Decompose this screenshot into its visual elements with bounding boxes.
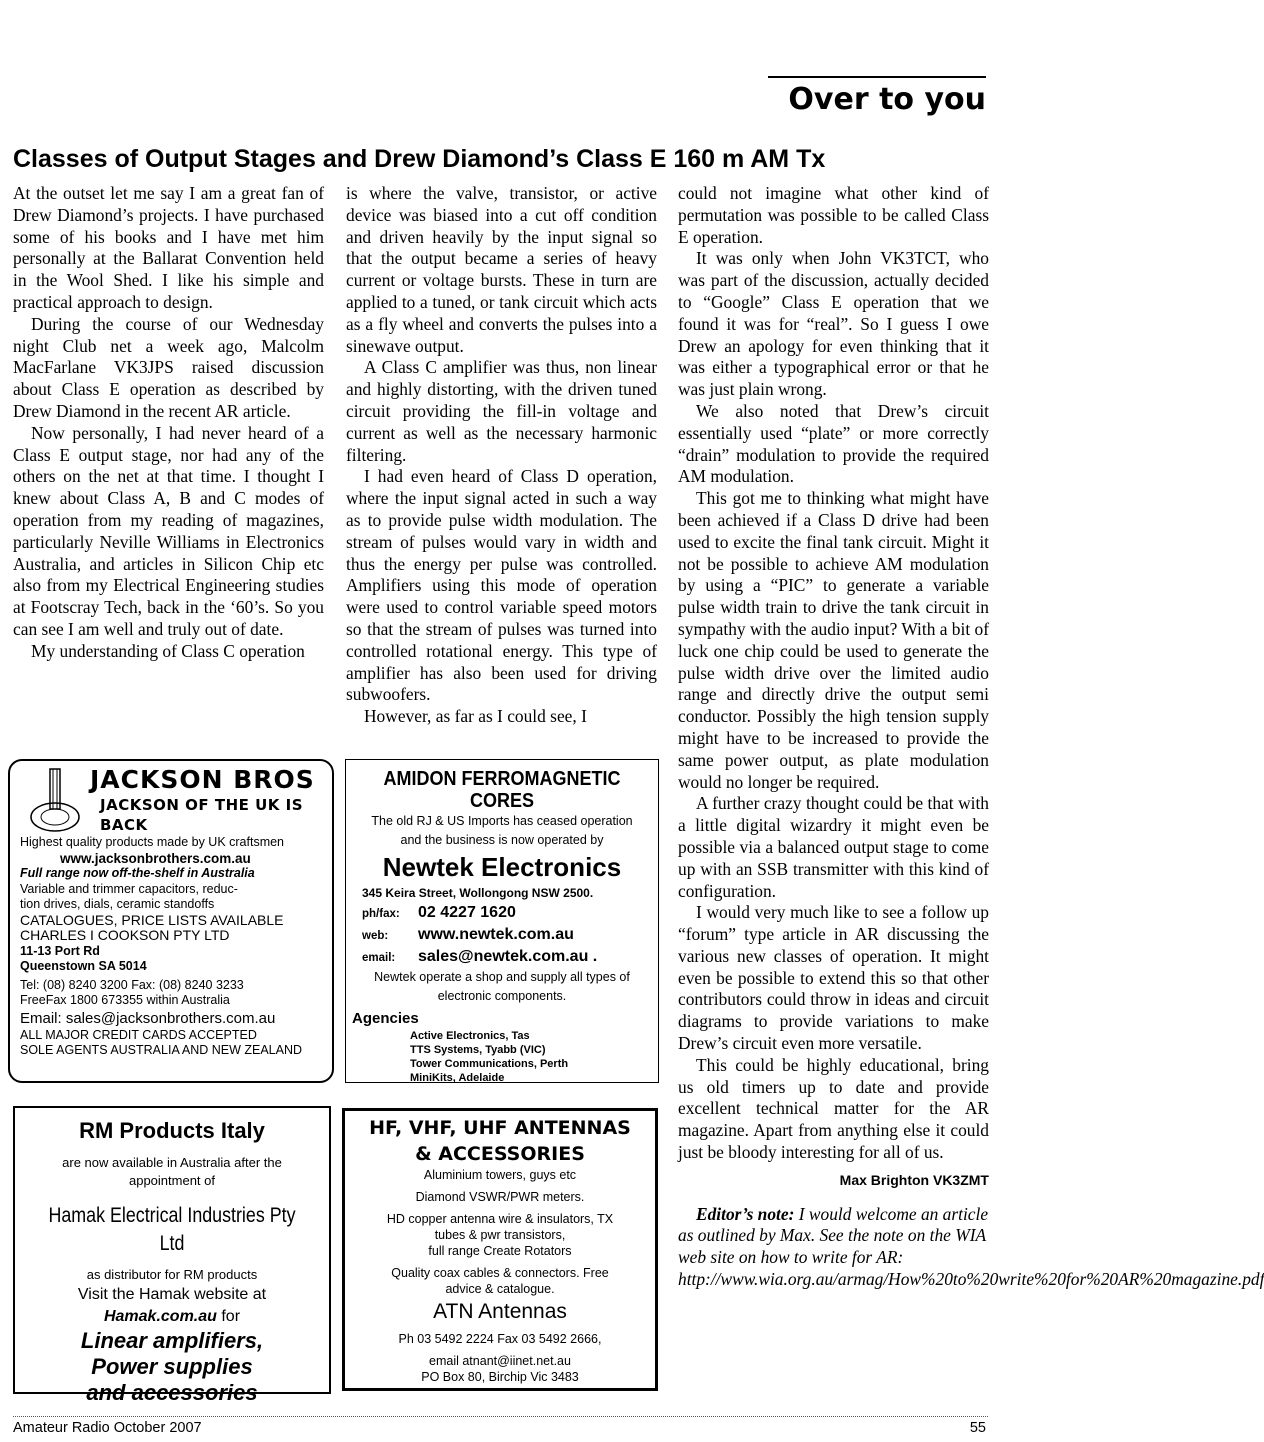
editor-note-label: Editor’s note: (696, 1203, 795, 1224)
ad-agency: TTS Systems, Tyabb (VIC) (410, 1044, 546, 1056)
ad-line: Newtek operate a shop and supply all types of (374, 970, 630, 984)
ad-line: Aluminium towers, guys etc (423, 1168, 577, 1182)
paragraph: I would very much like to see a follow up “forum” type article in AR discussing the various new classes of operation. It might even be possible to extend this so that other contributors could throw in ideas and circuit diagrams to provide variations to make Drew’s circuit even more versatile. (678, 902, 989, 1054)
paragraph: We also noted that Drew’s circuit essentially used “plate” or more correctly “drain” modulation to provide the required AM modulation. (678, 400, 989, 487)
ad-line: electronic components. (437, 989, 567, 1003)
ad-atn-antennas (342, 1108, 658, 1391)
paragraph: A further crazy thought could be that with a little digital wizardry it might even be possible via a balanced output stage to come up with an SSB transmitter with this kind of configuration. (678, 793, 989, 901)
ad-agency: Active Electronics, Tas (410, 1030, 530, 1042)
paragraph: This could be highly educational, bring us old timers up to date and provide excellent technical matter for the AR magazine. Apart from anything else it could just be bloody interesting for all of us. (678, 1054, 989, 1163)
ad-line: and the business is now operated by (400, 833, 604, 847)
ad-line: CATALOGUES, PRICE LISTS AVAILABLE (20, 911, 284, 928)
ad-website-link[interactable]: www.newtek.com.au (418, 926, 574, 943)
ad-line: appointment of (128, 1173, 215, 1188)
ad-line: as distributor for RM products (86, 1267, 258, 1282)
ad-phone: 02 4227 1620 (418, 904, 516, 921)
ad-line: Tel: (08) 8240 3200 Fax: (08) 8240 3233 (20, 977, 244, 992)
ad-company-name: Newtek Electronics (382, 852, 622, 882)
ad-brand-name: JACKSON BROS (90, 765, 315, 794)
article-column-1 (13, 183, 324, 663)
ad-line: Queenstown SA 5014 (20, 959, 147, 973)
paragraph: During the course of our Wednesday night Club net a week ago, Malcolm MacFarlane VK3JPS raised discussion about Class E operation as described by Drew Diamond in the recent AR article. (13, 313, 324, 421)
ad-line: Variable and trimmer capacitors, reduc- (20, 881, 238, 896)
ad-title: RM Products Italy (79, 1118, 265, 1143)
ad-text: for (216, 1308, 241, 1325)
ad-website-link[interactable]: www.jacksonbrothers.com.au (60, 850, 251, 866)
ad-line: 11-13 Port Rd (20, 943, 100, 958)
variable-capacitor-icon (24, 767, 86, 837)
paragraph: However, as far as I could see, I (364, 706, 587, 727)
ad-line: are now available in Australia after the (62, 1155, 282, 1170)
article-title: Classes of Output Stages and Drew Diamond’s Class E 160 m AM Tx (13, 145, 826, 173)
ad-line: tion drives, dials, ceramic standoffs (20, 897, 215, 911)
ad-product-line: and accessories (86, 1380, 258, 1405)
page-number: 55 (969, 1420, 986, 1436)
ad-amidon-newtek (345, 759, 659, 1083)
ad-line: PO Box 80, Birchip Vic 3483 (421, 1370, 579, 1384)
ad-label: web: (362, 930, 389, 942)
ad-line: ALL MAJOR CREDIT CARDS ACCEPTED (20, 1027, 257, 1042)
ad-line: The old RJ & US Imports has ceased operation (371, 814, 633, 828)
article-column-3 (678, 183, 1264, 1291)
ad-label: email: (362, 952, 396, 964)
footer-divider (13, 1416, 988, 1417)
ad-line: Visit the Hamak website at (77, 1286, 267, 1303)
ad-agency: MiniKits, Adelaide (410, 1072, 505, 1084)
ad-line: Full range now off-the-shelf in Australia (20, 866, 255, 880)
ad-product-line: Power supplies (91, 1354, 253, 1379)
ad-line: Diamond VSWR/PWR meters. (415, 1190, 585, 1204)
ad-email-row (362, 946, 652, 968)
author-signature: Max Brighton VK3ZMT (839, 1171, 989, 1188)
ad-email-link[interactable]: email atnant@iinet.net.au (429, 1354, 571, 1368)
ad-phone: Ph 03 5492 2224 Fax 03 5492 2666, (398, 1332, 602, 1346)
paragraph: could not imagine what other kind of permutation was possible to be called Class E operation. (678, 183, 989, 247)
ad-tagline: JACKSON OF THE UK IS BACK (100, 796, 304, 834)
ad-agencies-heading: Agencies (352, 1010, 419, 1027)
ad-website-link[interactable]: Hamak.com.au (103, 1308, 217, 1325)
editor-note-text: I would welcome an article as outlined by Max. See the note on the WIA web site on how to write for AR: http://www.wia.org.au/armag/How%20to%20write%20for%20AR%20magazine.pdf (678, 1203, 1264, 1290)
ad-agency: Tower Communications, Perth (410, 1058, 569, 1070)
ad-title: HF, VHF, UHF ANTENNAS (369, 1117, 631, 1139)
ad-line: SOLE AGENTS AUSTRALIA AND NEW ZEALAND (20, 1043, 303, 1057)
paragraph: My understanding of Class C operation (31, 640, 305, 661)
paragraph: This got me to thinking what might have been achieved if a Class D drive had been used to excite the final tank circuit. Might it not be possible to achieve AM modulation by using a “PIC” to generate a variable pulse width train to drive the tank circuit in sympathy with the audio input? With a bit of luck one chip could be used to generate the pulse width drive over the limited audio range and directly drive the output semi conductor. Possibly the high tension supply might have to be increased to provide the same power output, as plate modulation would no longer be required. (678, 488, 990, 792)
paragraph: Now personally, I had never heard of a Class E output stage, nor had any of the others on the net at that time. I thought I knew about Class A, B and C modes of operation from my reading of magazines, particularly Neville Williams in Electronics Australia, and articles in Silicon Chip etc also from my Electrical Engineering studies at Footscray Tech, back in the ‘60’s. So you can see I am well and truly out of date. (13, 422, 324, 639)
paragraph: is where the valve, transistor, or active device was biased into a cut off condition and driven heavily by the input signal so that the output became a series of heavy current or voltage bursts. These in turn are applied to a tuned, or tank circuit which acts as a fly wheel and converts the pulses into a sinewave output. (346, 183, 657, 356)
ad-line: Quality coax cables & connectors. Free (391, 1266, 609, 1280)
section-heading: Over to you (768, 76, 986, 122)
ad-line: CHARLES I COOKSON PTY LTD (20, 927, 230, 943)
paragraph: It was only when John VK3TCT, who was part of the discussion, actually decided to “Google” Class E operation that we found it was for “real”. So I guess I owe Drew an apology for even thinking that it was either a typographical error or that he was just plain wrong. (678, 248, 989, 400)
ad-address: 345 Keira Street, Wollongong NSW 2500. (362, 886, 594, 900)
ad-title: & ACCESSORIES (415, 1143, 585, 1165)
article-column-2 (346, 183, 657, 728)
ad-line: Highest quality products made by UK craftsmen (20, 835, 285, 849)
ad-title: AMIDON FERROMAGNETIC CORES (383, 768, 621, 812)
ad-phone-row (362, 902, 652, 924)
ad-line: full range Create Rotators (428, 1244, 572, 1258)
footer-publication: Amateur Radio October 2007 (13, 1420, 202, 1436)
ad-company-name: ATN Antennas (433, 1300, 567, 1323)
editor-note (678, 1203, 1264, 1291)
ad-line: advice & catalogue. (445, 1282, 555, 1296)
ad-company-name: Hamak Electrical Industries Pty Ltd (48, 1204, 296, 1255)
ad-line: HD copper antenna wire & insulators, TX (386, 1212, 614, 1226)
paragraph: A Class C amplifier was thus, non linear and highly distorting, with the driven tuned circuit providing the fill-in voltage and current as well as the necessary harmonic filtering. (346, 357, 657, 465)
ad-rm-products (13, 1106, 331, 1405)
ad-product-line: Linear amplifiers, (80, 1328, 264, 1353)
ad-jackson-bros (8, 759, 334, 1083)
ad-email-link[interactable]: sales@newtek.com.au . (418, 948, 598, 965)
paragraph: I had even heard of Class D operation, where the input signal acted in such a way as to provide pulse width modulation. The stream of pulses would vary in width and thus the energy per pulse was controlled. Amplifiers using this mode of operation were used to control variable speed motors so that the stream of pulses was turned into controlled rotational energy. This type of amplifier has also been used for driving subwoofers. (346, 466, 657, 705)
ad-line: tubes & pwr transistors, (434, 1228, 566, 1242)
ad-web-row (362, 924, 652, 946)
ad-email-link[interactable]: Email: sales@jacksonbrothers.com.au (20, 1009, 276, 1027)
ad-website-row (21, 1306, 323, 1328)
ad-line: FreeFax 1800 673355 within Australia (20, 993, 230, 1007)
paragraph: At the outset let me say I am a great fan of Drew Diamond’s projects. I have purchased some of his books and I have met him personally at the Ballarat Convention held in the Wool Shed. I like his simple and practical approach to design. (13, 183, 324, 312)
ad-label: ph/fax: (362, 908, 400, 920)
